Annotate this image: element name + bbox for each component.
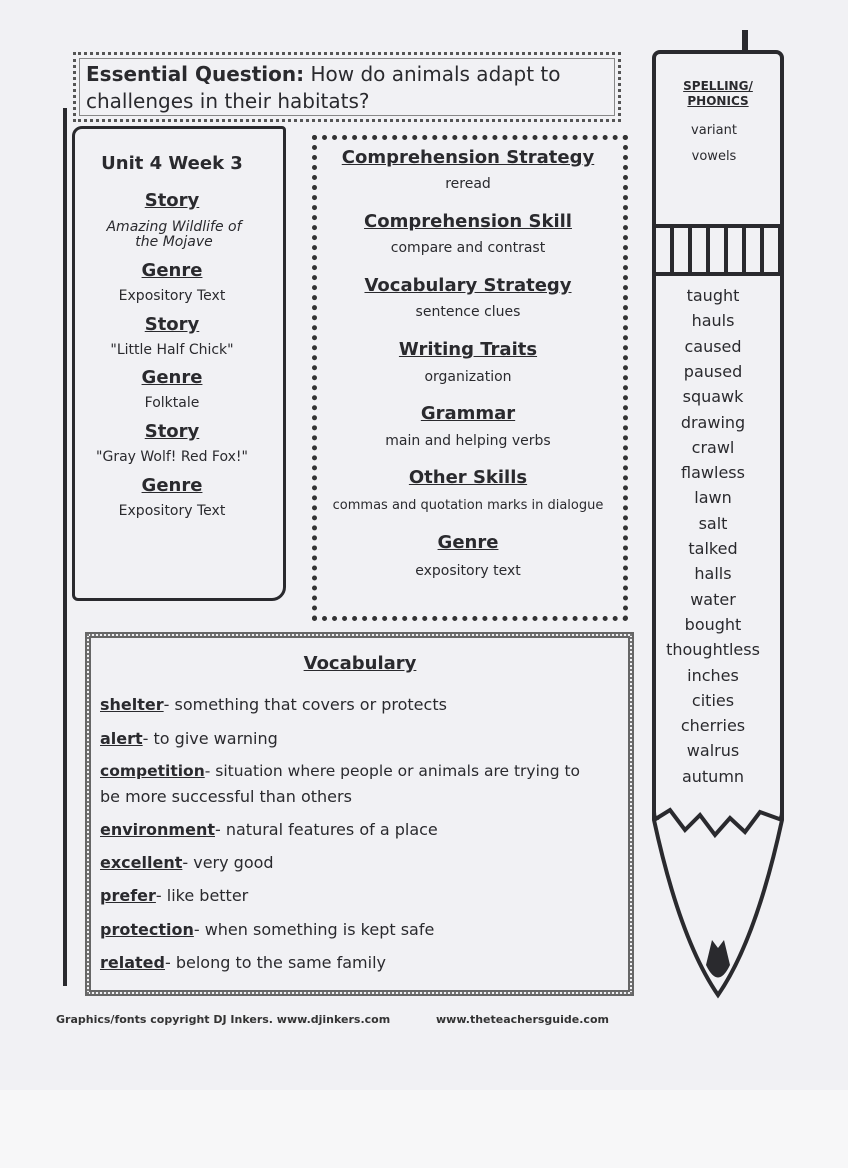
genre-heading: Genre — [141, 260, 203, 281]
essential-question-text: How do animals adapt to challenges in their habitats? — [86, 62, 561, 113]
story-title: "Gray Wolf! Red Fox!" — [96, 449, 248, 465]
website-footer: www.theteachersguide.com — [436, 1013, 609, 1026]
skill-value: sentence clues — [415, 304, 521, 320]
spelling-word: bought — [684, 614, 742, 634]
skill-heading: Comprehension Strategy — [341, 147, 595, 168]
story-heading: Story — [144, 421, 200, 442]
genre-value: Expository Text — [118, 288, 226, 304]
vocab-item-continued: be more successful than others — [100, 787, 352, 806]
story-heading: Story — [144, 314, 200, 335]
skill-heading: Other Skills — [408, 467, 528, 488]
spelling-word: paused — [683, 361, 743, 381]
story-title: Amazing Wildlife of the Mojave — [106, 219, 242, 250]
spelling-word: hauls — [691, 311, 735, 331]
spelling-word: thoughtless — [666, 640, 760, 660]
spelling-word: halls — [694, 564, 732, 584]
spelling-word: salt — [698, 513, 728, 533]
vocab-item: shelter- something that covers or protects — [100, 695, 447, 714]
vocab-item: environment- natural features of a place — [100, 820, 438, 839]
genre-value: Folktale — [144, 395, 200, 411]
pencil-band — [652, 224, 784, 276]
skill-value: compare and contrast — [390, 240, 546, 256]
spelling-word: cities — [691, 690, 735, 710]
essential-question-label: Essential Question: — [86, 62, 305, 86]
vocab-item: prefer- like better — [100, 886, 249, 905]
spelling-word: caused — [684, 336, 742, 356]
scroll-pole — [63, 108, 67, 986]
skill-value: reread — [445, 176, 491, 192]
skill-heading: Writing Traits — [398, 339, 538, 360]
genre-value: Expository Text — [118, 503, 226, 519]
copyright-footer: Graphics/fonts copyright DJ Inkers. www.djinkers.com — [56, 1013, 391, 1026]
spelling-word: walrus — [686, 741, 740, 761]
vocabulary-box — [85, 632, 634, 996]
pencil-tip — [650, 790, 788, 1000]
story-title: "Little Half Chick" — [110, 342, 234, 358]
spelling-word: talked — [688, 539, 738, 558]
spelling-title: SPELLING/ — [683, 79, 753, 93]
vocab-item: protection- when something is kept safe — [100, 920, 435, 939]
spelling-word: squawk — [682, 387, 744, 407]
spelling-word: cherries — [680, 716, 746, 736]
story-heading: Story — [144, 190, 200, 211]
spelling-word: water — [690, 589, 736, 609]
skill-value: main and helping verbs — [385, 433, 551, 449]
skill-value: commas and quotation marks in dialogue — [332, 498, 604, 513]
spelling-word: taught — [686, 286, 740, 305]
spelling-word: lawn — [694, 488, 732, 508]
genre-heading: Genre — [141, 475, 203, 496]
spelling-focus: vowels — [691, 149, 737, 164]
skill-heading: Comprehension Skill — [364, 211, 572, 232]
skill-heading: Vocabulary Strategy — [364, 275, 572, 296]
essential-question-box — [73, 52, 621, 122]
skill-value: organization — [424, 369, 512, 385]
skill-heading: Genre — [437, 532, 499, 553]
vocab-item: excellent- very good — [100, 853, 274, 872]
skill-value: expository text — [415, 563, 521, 579]
vocabulary-title: Vocabulary — [303, 653, 417, 674]
vocab-item: competition- situation where people or animals are trying to — [100, 762, 581, 780]
page-bottom-margin — [0, 1090, 848, 1168]
vocab-item: alert- to give warning — [100, 729, 278, 748]
spelling-word: flawless — [681, 463, 745, 483]
pencil-hook — [742, 30, 748, 52]
spelling-word: crawl — [691, 437, 735, 457]
spelling-word: drawing — [680, 412, 746, 432]
spelling-word: inches — [687, 665, 739, 685]
skill-heading: Grammar — [420, 403, 516, 424]
genre-heading: Genre — [141, 367, 203, 388]
phonics-title: PHONICS — [687, 94, 749, 108]
spelling-focus: variant — [691, 123, 737, 138]
unit-title: Unit 4 Week 3 — [101, 153, 243, 174]
vocab-item: related- belong to the same family — [100, 953, 386, 972]
spelling-word: autumn — [681, 766, 745, 786]
